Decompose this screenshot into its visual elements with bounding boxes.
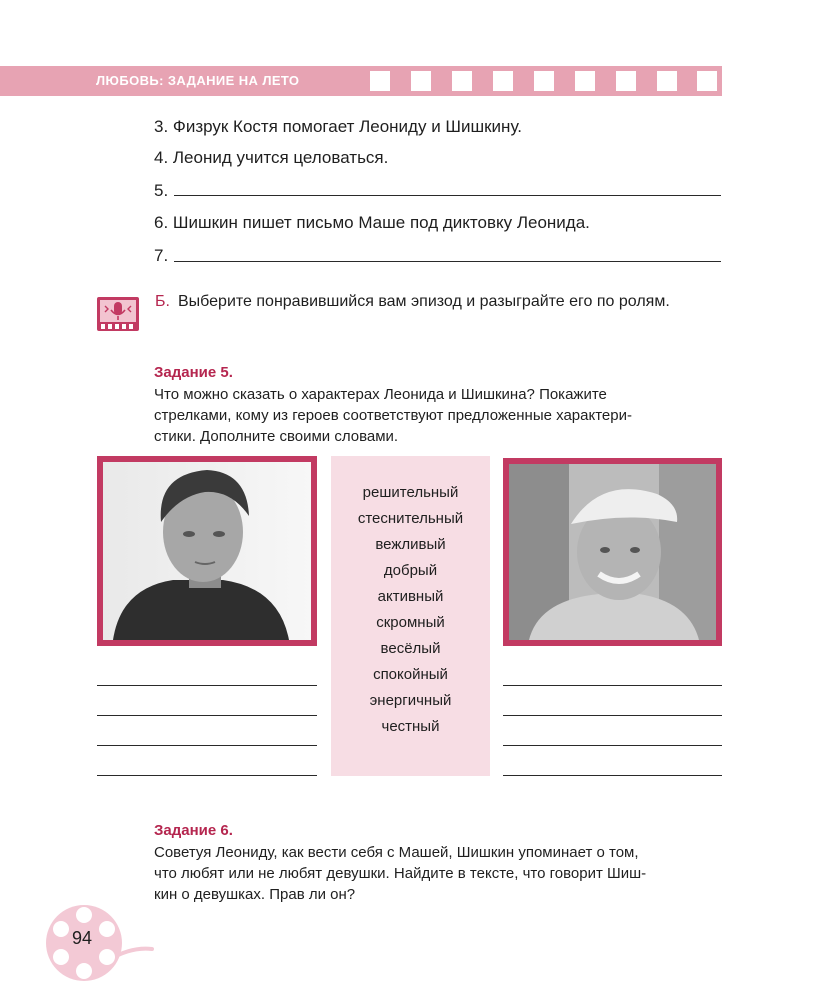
task6-text-line: что любят или не любят девушки. Найдите в тексте, что говорит Шиш-: [154, 865, 647, 882]
task6-text-line: кин о девушках. Прав ли он?: [154, 886, 356, 903]
answer-line-left[interactable]: [97, 775, 317, 776]
header-square: [657, 71, 677, 91]
trait-word[interactable]: честный: [381, 718, 440, 735]
task6-title: Задание 6.: [154, 822, 233, 839]
trait-word[interactable]: весёлый: [380, 640, 441, 657]
header-square: [697, 71, 717, 91]
task5-text-line: стики. Дополните своими словами.: [154, 428, 399, 445]
task-b-text: Выберите понравившийся вам эпизод и разыграйте его по ролям.: [178, 293, 670, 310]
answer-line-right[interactable]: [503, 715, 722, 716]
answer-line[interactable]: [174, 261, 721, 262]
header-square: [493, 71, 513, 91]
header-square: [534, 71, 554, 91]
trait-word[interactable]: добрый: [383, 562, 438, 579]
answer-line-right[interactable]: [503, 745, 722, 746]
task5-text-line: Что можно сказать о характерах Леонида и Шишкина? Покажите: [154, 386, 607, 403]
list-item: 4. Леонид учится целоваться.: [154, 148, 389, 167]
header-title: ЛЮБОВЬ: ЗАДАНИЕ НА ЛЕТО: [96, 73, 300, 88]
answer-line-left[interactable]: [97, 715, 317, 716]
film-reel-icon: [44, 893, 164, 993]
photo-leonid: [97, 456, 317, 646]
trait-word[interactable]: скромный: [376, 614, 445, 631]
answer-line[interactable]: [174, 195, 721, 196]
header-square: [575, 71, 595, 91]
page-number: 94: [72, 928, 93, 948]
list-item: 3. Физрук Костя помогает Леониду и Шишкину.: [154, 117, 522, 136]
task-b-letter: Б.: [155, 293, 170, 310]
header-square: [616, 71, 636, 91]
answer-line-left[interactable]: [97, 685, 317, 686]
photo-shishkin: [503, 458, 722, 646]
trait-word[interactable]: стеснительный: [357, 510, 464, 527]
task5-text-line: стрелками, кому из героев соответствуют предложенные характери-: [154, 407, 632, 424]
trait-word[interactable]: энергичный: [369, 692, 452, 709]
trait-word[interactable]: спокойный: [373, 666, 448, 683]
answer-line-left[interactable]: [97, 745, 317, 746]
list-item: 5.: [154, 181, 169, 200]
header-square: [370, 71, 390, 91]
microphone-icon: [96, 296, 140, 332]
header-square: [411, 71, 431, 91]
header-square: [452, 71, 472, 91]
list-item: 7.: [154, 246, 169, 265]
trait-word[interactable]: решительный: [362, 484, 459, 501]
answer-line-right[interactable]: [503, 685, 722, 686]
task6-text-line: Советуя Леониду, как вести себя с Машей, Шишкин упоминает о том,: [154, 844, 639, 861]
task5-title: Задание 5.: [154, 364, 233, 381]
trait-word[interactable]: активный: [377, 588, 444, 605]
trait-word[interactable]: вежливый: [375, 536, 446, 553]
list-item: 6. Шишкин пишет письмо Маше под диктовку Леонида.: [154, 213, 590, 232]
answer-line-right[interactable]: [503, 775, 722, 776]
